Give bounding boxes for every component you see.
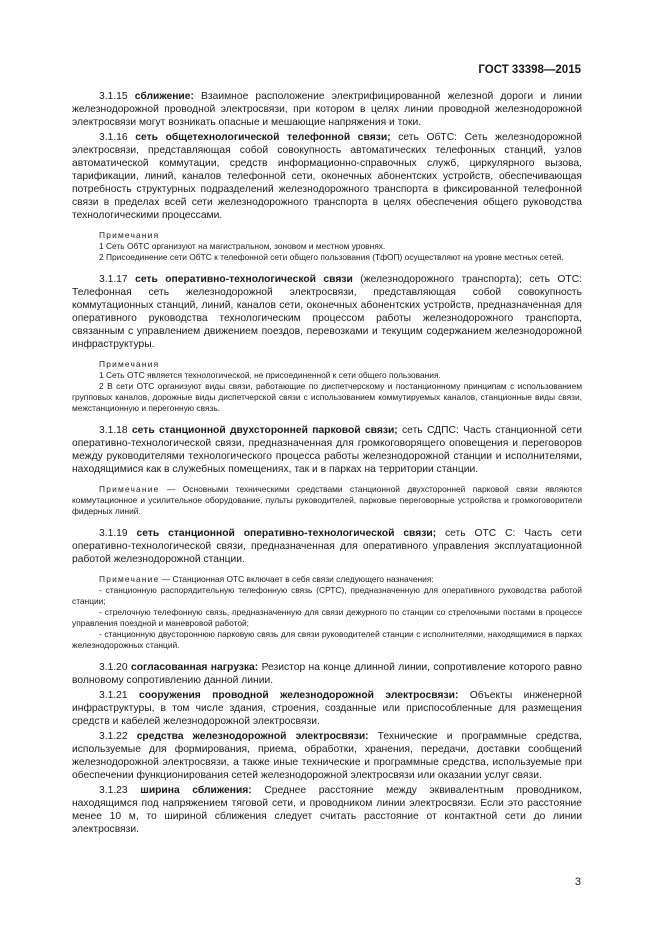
notes-3-1-17 bbox=[72, 359, 582, 414]
note-item: 2 В сети ОТС организуют виды связи, работающие по диспетчерскому и постанционному принципам с использованием групповых каналов, дорожные виды диспетчерской связи с использованием коммутируемых каналов, станционные виды связи, межстанционную и перегонную связь. bbox=[72, 381, 582, 413]
note-list-item: - стрелочную телефонную связь, предназначенную для связи дежурного по станции со стрелочными постами в процессе управления поездной и маневровой работой; bbox=[72, 607, 582, 628]
term-title: сближение: bbox=[134, 91, 194, 102]
term-number: 3.1.22 bbox=[99, 731, 128, 742]
term-definition: (железнодорожного транспорта); сеть ОТС: Телефонная сеть железнодорожной электросвязи, представляющая собой совокупность коммутационных станций, линий, каналов сети, оконечных абонентских устройств, предназначенная для оперативного руководства технологическим процессом работы железнодорожного транспорта, связанным с управлением движением поездов, перевозками и текущим содержанием железнодорожной инфраструктуры. bbox=[72, 274, 582, 350]
note-text: — Станционная ОТС включает в себя связи следующего назначения: bbox=[159, 574, 434, 584]
term-title: сооружения проводной железнодорожной электросвязи: bbox=[139, 690, 459, 701]
term-3-1-15 bbox=[72, 90, 582, 129]
term-definition: Объекты инженерной инфраструктуры, в том числе здания, строения, созданные или приспособленные для размещения средств и кабелей железнодорожной электросвязи. bbox=[72, 690, 582, 727]
note-list-item: - станционную двустороннюю парковую связь для связи руководителей станции с исполнителями, находящимися в парках железнодорожных станций. bbox=[72, 629, 582, 650]
term-3-1-21 bbox=[72, 689, 582, 728]
term-title: сеть станционной оперативно-технологической связи; bbox=[136, 528, 437, 539]
term-title: средства железнодорожной электросвязи: bbox=[136, 731, 369, 742]
term-number: 3.1.20 bbox=[99, 662, 128, 673]
term-number: 3.1.18 bbox=[99, 425, 128, 436]
term-number: 3.1.17 bbox=[99, 274, 128, 285]
term-definition: Резистор на конце длинной линии, сопротивление которого равно волновому сопротивлению данной линии. bbox=[72, 662, 582, 686]
note-list-item: - станционную распорядительную телефонную связь (СРТС), предназначенную для оперативного руководства работой станции; bbox=[72, 585, 582, 606]
notes-heading: Примечания bbox=[99, 359, 160, 369]
term-title: сеть общетехнологической телефонной связи; bbox=[135, 132, 391, 143]
page-number: 3 bbox=[574, 876, 581, 888]
note-3-1-19 bbox=[72, 574, 582, 651]
note-item: 2 Присоединение сети ОбТС к телефонной сети общего пользования (ТфОП) осуществляют на уровне местных сетей. bbox=[99, 252, 564, 262]
term-definition: Среднее расстояние между эквивалентным проводником, находящимся под напряжением тяговой сети, и проводником линии электросвязи. Если это расстояние менее 10 м, то шириной сближения следует считать расстояние от контактной сети до линии электросвязи. bbox=[72, 785, 582, 835]
term-3-1-17 bbox=[72, 273, 582, 351]
term-number: 3.1.23 bbox=[99, 785, 128, 796]
term-number: 3.1.19 bbox=[99, 528, 128, 539]
note-heading: Примечание bbox=[99, 484, 160, 494]
term-definition: сеть ОбТС: Сеть железнодорожной электросвязи, представляющая собой совокупность автоматических телефонных станций, узлов автоматической коммутации, средств информационно-справочных служб, циркулярного вызова, тарификации, линий, каналов телефонной сети, оконечных абонентских устройств, обеспечивающая потребность структурных подразделений железнодорожного транспорта в фиксированной телефонной связи в пределах всей сети железнодорожного транспорта в целях обеспечения общего руководства технологическими процессами. bbox=[72, 132, 582, 221]
page-body bbox=[72, 90, 582, 836]
term-title: согласованная нагрузка: bbox=[131, 662, 259, 673]
term-3-1-23 bbox=[72, 784, 582, 836]
note-item: 1 Сеть ОбТС организуют на магистральном, зоновом и местном уровнях. bbox=[99, 241, 386, 251]
note-text: — Основными техническими средствами станционной двухсторонней парковой связи являются коммутационное и усилительное оборудование, пульты руководителей, парковые переговорные устройства и громкоговорители фидерных линий. bbox=[72, 484, 582, 516]
document-code-header: ГОСТ 33398—2015 bbox=[478, 64, 581, 76]
term-number: 3.1.16 bbox=[99, 132, 128, 143]
note-item: 1 Сеть ОТС является технологической, не присоединенной к сети общего пользования. bbox=[99, 370, 441, 380]
term-title: сеть оперативно-технологической связи bbox=[135, 274, 353, 285]
term-3-1-19 bbox=[72, 527, 582, 566]
term-title: сеть станционной двухсторонней парковой связи; bbox=[131, 425, 398, 436]
term-number: 3.1.15 bbox=[99, 91, 128, 102]
term-3-1-22 bbox=[72, 730, 582, 782]
note-item bbox=[72, 574, 582, 585]
term-3-1-20 bbox=[72, 661, 582, 687]
term-definition: сеть СДПС: Часть станционной сети оперативно-технологической связи, предназначенная для громкоговорящего оповещения и переговоров между руководителями технологического процесса работы железнодорожной станции и исполнителями, находящимися как в служебных помещениях, так и в парках на территории станции. bbox=[72, 425, 582, 475]
notes-heading: Примечания bbox=[99, 230, 160, 240]
term-definition: Взаимное расположение электрифицированной железной дороги и линии железнодорожной проводной электросвязи, при котором в целях линии проводной железнодорожной электросвязи могут возникать опасные и мешающие напряжения и токи. bbox=[72, 91, 582, 128]
notes-3-1-16 bbox=[72, 230, 582, 263]
term-number: 3.1.21 bbox=[99, 690, 128, 701]
term-title: ширина сближения: bbox=[140, 785, 252, 796]
note-item bbox=[72, 484, 582, 517]
term-definition: Технические и программные средства, используемые для формирования, приема, обработки, хранения, передачи, доставки сообщений железнодорожной электросвязи, а также иные технические и программные средства, используемые при обеспечении функционирования сетей железнодорожной электросвязи или оказании услуг связи. bbox=[72, 731, 582, 781]
term-definition: сеть ОТС С: Часть сети оперативно-технологической связи, предназначенная для оперативного управления эксплуатационной работой железнодорожной станции. bbox=[72, 528, 582, 565]
note-heading: Примечание bbox=[99, 574, 160, 584]
term-3-1-16 bbox=[72, 131, 582, 222]
term-3-1-18 bbox=[72, 424, 582, 476]
note-3-1-18 bbox=[72, 484, 582, 517]
